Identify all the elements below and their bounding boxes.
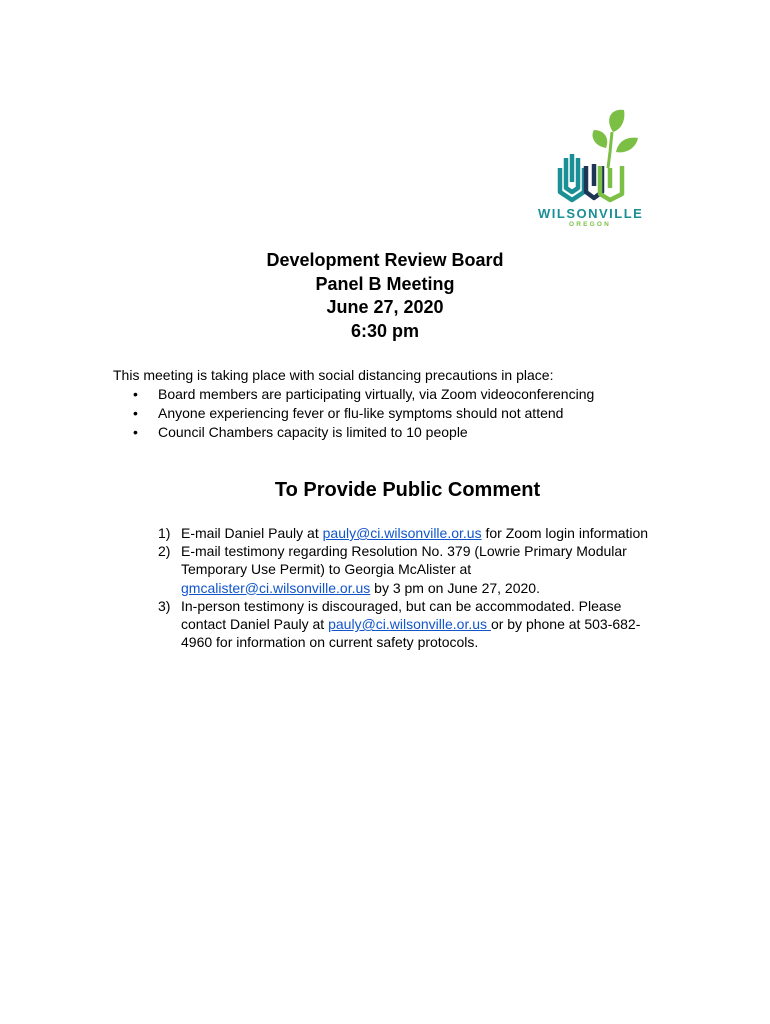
step-number: 1) [158, 525, 171, 541]
bullet-icon: • [133, 405, 138, 421]
meeting-title [0, 249, 770, 343]
step-item: 2) E-mail testimony regarding Resolution No. 379 (Lowrie Primary Modular Temporary Use Permit) to Georgia McAlister at gmcalister@ci.wilsonville.or.us by 3 pm on June 27, 2020. [158, 543, 627, 596]
step-item: 3) In-person testimony is discouraged, but can be accommodated. Please contact Daniel Pauly at pauly@ci.wilsonville.or.us or by phone at 503-682-4960 for information on current safety protocols. [158, 597, 641, 651]
comment-steps [158, 524, 658, 651]
precautions-list [113, 385, 713, 442]
precautions-lead: This meeting is taking place with social distancing precautions in place: [113, 367, 554, 383]
title-line-date: June 27, 2020 [326, 297, 444, 317]
logo-wordmark: WILSONVILLE [538, 206, 644, 221]
bullet-icon: • [133, 424, 138, 440]
precautions-section [113, 366, 713, 442]
title-line-panel: Panel B Meeting [315, 273, 455, 294]
step-number: 3) [158, 597, 171, 614]
logo-subtitle: OREGON [568, 221, 612, 228]
list-item: • Board members are participating virtually, via Zoom videoconferencing [133, 386, 595, 402]
step-item: 1) E-mail Daniel Pauly at pauly@ci.wilsonville.or.us for Zoom login information [158, 525, 649, 541]
bullet-icon: • [133, 386, 138, 402]
title-line-board: Development Review Board [266, 250, 504, 270]
email-link-mcalister[interactable]: gmcalister@ci.wilsonville.or.us [181, 579, 371, 596]
email-link-pauly[interactable]: pauly@ci.wilsonville.or.us [322, 525, 482, 541]
list-item: • Anyone experiencing fever or flu-like symptoms should not attend [133, 405, 564, 421]
step-number: 2) [158, 543, 171, 560]
title-line-time: 6:30 pm [350, 320, 420, 341]
wilsonville-logo [538, 108, 642, 230]
wilsonville-logo-mark [538, 108, 642, 206]
list-item: • Council Chambers capacity is limited to 10 people [133, 424, 468, 440]
public-comment-heading: To Provide Public Comment [274, 479, 541, 501]
email-link-pauly-2[interactable]: pauly@ci.wilsonville.or.us [328, 616, 491, 633]
